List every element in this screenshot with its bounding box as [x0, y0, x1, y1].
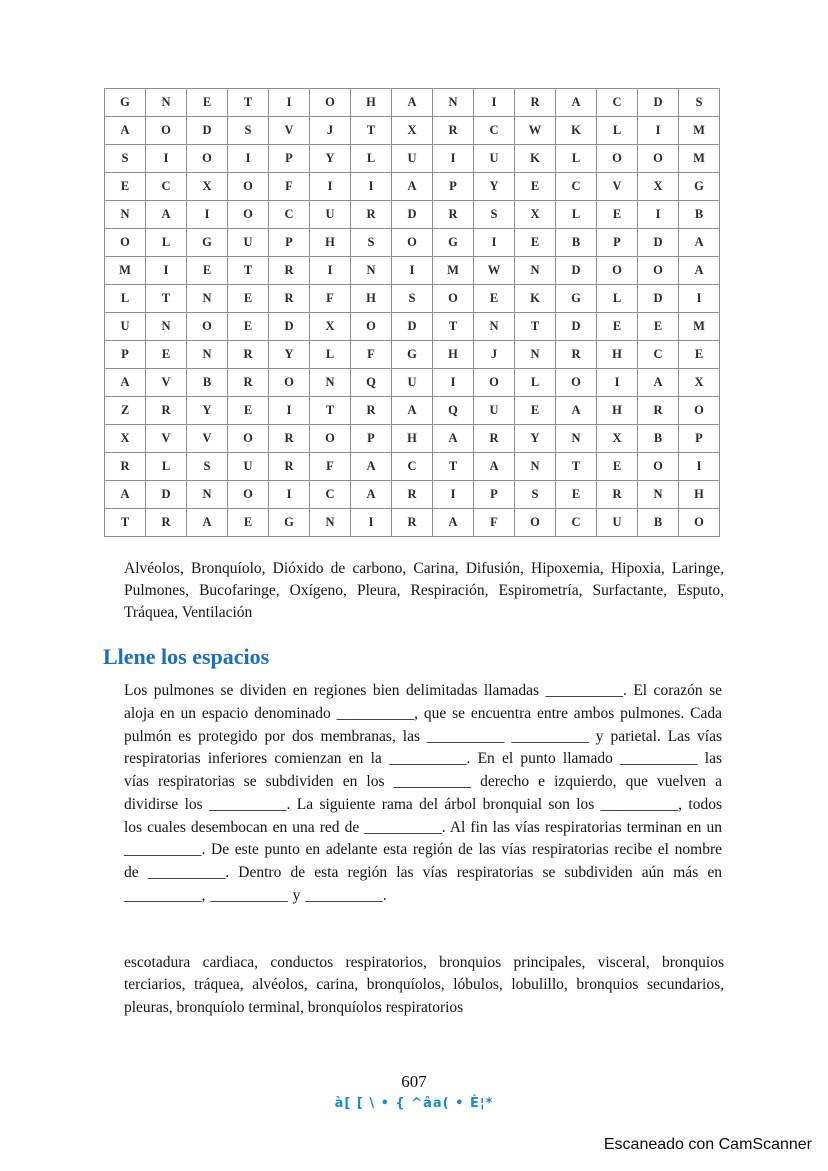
grid-cell: P: [597, 229, 638, 257]
grid-cell: I: [351, 173, 392, 201]
grid-cell: X: [392, 117, 433, 145]
grid-cell: M: [679, 313, 720, 341]
word-search-grid: [104, 88, 720, 537]
grid-cell: D: [187, 117, 228, 145]
grid-cell: X: [515, 201, 556, 229]
grid-cell: X: [679, 369, 720, 397]
grid-cell: U: [310, 201, 351, 229]
grid-cell: L: [351, 145, 392, 173]
grid-cell: H: [597, 341, 638, 369]
grid-row: [105, 285, 720, 313]
grid-cell: C: [146, 173, 187, 201]
grid-cell: M: [105, 257, 146, 285]
grid-cell: X: [310, 313, 351, 341]
grid-cell: I: [433, 145, 474, 173]
grid-cell: L: [556, 145, 597, 173]
grid-cell: K: [515, 145, 556, 173]
grid-cell: N: [187, 341, 228, 369]
grid-cell: E: [597, 313, 638, 341]
grid-cell: H: [351, 285, 392, 313]
grid-cell: I: [433, 369, 474, 397]
grid-cell: E: [228, 285, 269, 313]
grid-cell: N: [474, 313, 515, 341]
grid-cell: R: [351, 201, 392, 229]
grid-cell: Y: [515, 425, 556, 453]
scan-artifact-text: à[ [ \ • { ^âa( • Ė¦*: [334, 1096, 494, 1111]
grid-cell: I: [146, 145, 187, 173]
grid-cell: D: [392, 201, 433, 229]
grid-cell: L: [597, 285, 638, 313]
grid-cell: R: [392, 509, 433, 537]
grid-cell: R: [269, 285, 310, 313]
grid-cell: L: [556, 201, 597, 229]
grid-cell: G: [187, 229, 228, 257]
grid-cell: R: [228, 341, 269, 369]
grid-cell: C: [556, 173, 597, 201]
grid-cell: S: [105, 145, 146, 173]
grid-cell: T: [433, 313, 474, 341]
grid-cell: G: [679, 173, 720, 201]
grid-cell: A: [105, 369, 146, 397]
grid-cell: R: [597, 481, 638, 509]
grid-cell: C: [556, 509, 597, 537]
grid-cell: B: [187, 369, 228, 397]
grid-cell: E: [597, 201, 638, 229]
grid-cell: D: [392, 313, 433, 341]
grid-cell: X: [105, 425, 146, 453]
grid-cell: Z: [105, 397, 146, 425]
grid-cell: F: [474, 509, 515, 537]
grid-cell: O: [556, 369, 597, 397]
word-bank-paragraph: escotadura cardiaca, conductos respiratorios, bronquios principales, visceral, bronquios terciarios, tráquea, alvéolos, carina, bronquíolos, lóbulos, lobulillo, bronquios secundarios, pleuras, bronquíolo terminal, bronquíolos respiratorios: [124, 954, 724, 1016]
grid-cell: L: [146, 453, 187, 481]
grid-cell: F: [351, 341, 392, 369]
grid-cell: R: [433, 117, 474, 145]
grid-cell: S: [679, 89, 720, 117]
grid-row: [105, 341, 720, 369]
grid-cell: N: [146, 313, 187, 341]
grid-cell: R: [474, 425, 515, 453]
grid-row: [105, 229, 720, 257]
grid-cell: O: [638, 257, 679, 285]
grid-cell: V: [597, 173, 638, 201]
grid-cell: R: [228, 369, 269, 397]
grid-cell: N: [515, 453, 556, 481]
grid-cell: O: [638, 453, 679, 481]
grid-cell: E: [228, 397, 269, 425]
grid-cell: H: [392, 425, 433, 453]
grid-cell: U: [597, 509, 638, 537]
grid-cell: E: [556, 481, 597, 509]
grid-cell: I: [679, 285, 720, 313]
grid-cell: I: [597, 369, 638, 397]
grid-cell: C: [638, 341, 679, 369]
grid-cell: O: [228, 201, 269, 229]
grid-cell: F: [310, 453, 351, 481]
grid-cell: P: [679, 425, 720, 453]
grid-cell: O: [269, 369, 310, 397]
grid-cell: R: [392, 481, 433, 509]
grid-cell: T: [310, 397, 351, 425]
grid-cell: I: [269, 397, 310, 425]
grid-cell: O: [105, 229, 146, 257]
grid-cell: O: [310, 89, 351, 117]
grid-cell: A: [679, 257, 720, 285]
grid-row: [105, 313, 720, 341]
word-search-word-list: Alvéolos, Bronquíolo, Dióxido de carbono, Carina, Difusión, Hipoxemia, Hipoxia, Laringe, Pulmones, Bucofaringe, Oxígeno, Pleura, Respiración, Espirometría, Surfactante, Esputo, Tráquea, Ventilación: [124, 560, 724, 621]
grid-cell: D: [269, 313, 310, 341]
grid-cell: E: [474, 285, 515, 313]
grid-cell: Q: [351, 369, 392, 397]
grid-cell: R: [146, 509, 187, 537]
grid-cell: S: [392, 285, 433, 313]
grid-cell: G: [433, 229, 474, 257]
grid-cell: N: [146, 89, 187, 117]
grid-cell: R: [105, 453, 146, 481]
grid-cell: K: [556, 117, 597, 145]
grid-cell: C: [310, 481, 351, 509]
grid-cell: C: [597, 89, 638, 117]
grid-cell: A: [433, 509, 474, 537]
grid-cell: S: [351, 229, 392, 257]
grid-cell: G: [556, 285, 597, 313]
grid-cell: P: [105, 341, 146, 369]
grid-row: [105, 89, 720, 117]
grid-cell: A: [679, 229, 720, 257]
grid-cell: O: [597, 145, 638, 173]
grid-row: [105, 425, 720, 453]
grid-cell: N: [187, 285, 228, 313]
grid-cell: N: [433, 89, 474, 117]
grid-cell: R: [433, 201, 474, 229]
grid-cell: A: [433, 425, 474, 453]
grid-cell: W: [515, 117, 556, 145]
grid-cell: M: [679, 145, 720, 173]
grid-cell: H: [597, 397, 638, 425]
grid-cell: G: [392, 341, 433, 369]
grid-cell: A: [392, 173, 433, 201]
grid-row: [105, 369, 720, 397]
grid-cell: A: [351, 481, 392, 509]
grid-cell: L: [515, 369, 556, 397]
grid-cell: H: [679, 481, 720, 509]
grid-cell: W: [474, 257, 515, 285]
grid-cell: D: [638, 89, 679, 117]
grid-cell: U: [228, 453, 269, 481]
grid-cell: E: [515, 173, 556, 201]
grid-cell: A: [392, 397, 433, 425]
grid-cell: G: [269, 509, 310, 537]
grid-cell: G: [105, 89, 146, 117]
grid-cell: P: [474, 481, 515, 509]
grid-cell: N: [187, 481, 228, 509]
grid-cell: P: [269, 229, 310, 257]
grid-cell: O: [228, 425, 269, 453]
grid-cell: I: [392, 257, 433, 285]
grid-cell: O: [679, 397, 720, 425]
grid-cell: V: [269, 117, 310, 145]
grid-row: [105, 145, 720, 173]
grid-cell: I: [351, 509, 392, 537]
grid-cell: L: [146, 229, 187, 257]
grid-cell: A: [638, 369, 679, 397]
grid-cell: E: [638, 313, 679, 341]
grid-cell: A: [187, 509, 228, 537]
grid-cell: V: [146, 425, 187, 453]
grid-cell: O: [187, 313, 228, 341]
grid-cell: N: [310, 509, 351, 537]
grid-cell: N: [351, 257, 392, 285]
grid-row: [105, 257, 720, 285]
grid-cell: S: [228, 117, 269, 145]
grid-cell: I: [638, 201, 679, 229]
grid-cell: I: [433, 481, 474, 509]
grid-cell: S: [187, 453, 228, 481]
grid-cell: H: [310, 229, 351, 257]
grid-row: [105, 453, 720, 481]
grid-cell: I: [474, 229, 515, 257]
section-heading: Llene los espacios: [103, 644, 270, 669]
page-number: 607: [401, 1072, 427, 1091]
grid-cell: E: [515, 397, 556, 425]
grid-cell: I: [638, 117, 679, 145]
grid-cell: R: [638, 397, 679, 425]
grid-cell: F: [269, 173, 310, 201]
grid-cell: R: [269, 453, 310, 481]
grid-cell: I: [228, 145, 269, 173]
grid-cell: X: [638, 173, 679, 201]
grid-cell: I: [269, 481, 310, 509]
grid-cell: P: [433, 173, 474, 201]
grid-cell: A: [556, 397, 597, 425]
grid-cell: O: [310, 425, 351, 453]
grid-cell: Q: [433, 397, 474, 425]
grid-cell: E: [146, 341, 187, 369]
grid-cell: Y: [310, 145, 351, 173]
grid-row: [105, 173, 720, 201]
grid-cell: O: [638, 145, 679, 173]
grid-cell: S: [474, 201, 515, 229]
grid-cell: T: [146, 285, 187, 313]
grid-cell: I: [146, 257, 187, 285]
grid-cell: R: [351, 397, 392, 425]
grid-cell: E: [597, 453, 638, 481]
grid-cell: O: [679, 509, 720, 537]
grid-cell: N: [638, 481, 679, 509]
grid-cell: B: [679, 201, 720, 229]
grid-cell: N: [515, 257, 556, 285]
grid-cell: I: [474, 89, 515, 117]
grid-cell: T: [351, 117, 392, 145]
grid-cell: T: [228, 89, 269, 117]
grid-cell: X: [597, 425, 638, 453]
grid-cell: I: [679, 453, 720, 481]
grid-row: [105, 397, 720, 425]
grid-cell: O: [146, 117, 187, 145]
grid-cell: E: [187, 89, 228, 117]
grid-cell: F: [310, 285, 351, 313]
grid-cell: X: [187, 173, 228, 201]
grid-cell: N: [556, 425, 597, 453]
grid-cell: U: [392, 145, 433, 173]
grid-cell: B: [638, 425, 679, 453]
grid-cell: C: [474, 117, 515, 145]
grid-cell: C: [392, 453, 433, 481]
grid-cell: O: [228, 173, 269, 201]
grid-cell: M: [433, 257, 474, 285]
grid-cell: I: [310, 257, 351, 285]
grid-cell: S: [515, 481, 556, 509]
grid-cell: E: [515, 229, 556, 257]
grid-cell: O: [228, 481, 269, 509]
grid-cell: T: [556, 453, 597, 481]
grid-cell: E: [105, 173, 146, 201]
grid-cell: E: [679, 341, 720, 369]
grid-cell: U: [474, 145, 515, 173]
grid-cell: A: [146, 201, 187, 229]
grid-cell: U: [105, 313, 146, 341]
grid-cell: B: [556, 229, 597, 257]
grid-row: [105, 509, 720, 537]
grid-cell: O: [515, 509, 556, 537]
grid-cell: A: [105, 481, 146, 509]
grid-cell: B: [638, 509, 679, 537]
grid-cell: O: [474, 369, 515, 397]
grid-cell: A: [392, 89, 433, 117]
grid-cell: Y: [187, 397, 228, 425]
grid-cell: D: [638, 229, 679, 257]
grid-cell: D: [556, 257, 597, 285]
grid-row: [105, 201, 720, 229]
grid-cell: M: [679, 117, 720, 145]
grid-cell: D: [638, 285, 679, 313]
grid-cell: N: [310, 369, 351, 397]
grid-cell: H: [433, 341, 474, 369]
grid-cell: L: [597, 117, 638, 145]
grid-cell: T: [433, 453, 474, 481]
grid-cell: D: [146, 481, 187, 509]
grid-cell: Y: [269, 341, 310, 369]
grid-cell: V: [146, 369, 187, 397]
grid-cell: R: [556, 341, 597, 369]
grid-cell: O: [392, 229, 433, 257]
grid-cell: L: [310, 341, 351, 369]
grid-cell: R: [146, 397, 187, 425]
grid-row: [105, 117, 720, 145]
grid-cell: T: [105, 509, 146, 537]
grid-cell: N: [105, 201, 146, 229]
grid-cell: U: [228, 229, 269, 257]
grid-cell: C: [269, 201, 310, 229]
grid-cell: R: [515, 89, 556, 117]
grid-cell: P: [269, 145, 310, 173]
grid-cell: N: [515, 341, 556, 369]
grid-cell: T: [515, 313, 556, 341]
grid-cell: O: [351, 313, 392, 341]
grid-cell: U: [474, 397, 515, 425]
grid-cell: O: [433, 285, 474, 313]
grid-cell: E: [228, 509, 269, 537]
grid-cell: O: [597, 257, 638, 285]
grid-cell: E: [187, 257, 228, 285]
grid-cell: J: [310, 117, 351, 145]
grid-cell: O: [187, 145, 228, 173]
grid-cell: H: [351, 89, 392, 117]
grid-cell: I: [269, 89, 310, 117]
grid-cell: T: [228, 257, 269, 285]
grid-cell: A: [105, 117, 146, 145]
grid-row: [105, 481, 720, 509]
grid-cell: I: [187, 201, 228, 229]
grid-cell: E: [228, 313, 269, 341]
grid-cell: P: [351, 425, 392, 453]
grid-cell: R: [269, 257, 310, 285]
grid-cell: U: [392, 369, 433, 397]
grid-cell: A: [351, 453, 392, 481]
grid-cell: A: [556, 89, 597, 117]
grid-cell: V: [187, 425, 228, 453]
grid-cell: J: [474, 341, 515, 369]
grid-cell: Y: [474, 173, 515, 201]
grid-cell: A: [474, 453, 515, 481]
grid-cell: K: [515, 285, 556, 313]
fill-in-blanks-paragraph: Los pulmones se dividen en regiones bien delimitadas llamadas __________. El corazón se aloja en un espacio denominado __________, que se encuentra entre ambos pulmones. Cada pulmón es protegido por dos membranas, las __________ __________ y parietal. Las vías respiratorias inferiores comienzan en la __________. En el punto llamado __________ las vías respiratorias se subdividen en los __________ derecho e izquierdo, que vuelven a dividirse los __________. La siguiente rama del árbol bronquial son los __________, todos los cuales desembocan en una red de __________. Al fin las vías respiratorias terminan en un __________. De este punto en adelante esta región de las vías respiratorias recibe el nombre de __________. Dentro de esta región las vías respiratorias se subdividen aún más en __________, __________ y __________.: [124, 682, 722, 905]
grid-cell: D: [556, 313, 597, 341]
camscanner-watermark: Escaneado con CamScanner: [603, 1136, 812, 1153]
grid-cell: R: [269, 425, 310, 453]
grid-cell: L: [105, 285, 146, 313]
grid-cell: I: [310, 173, 351, 201]
